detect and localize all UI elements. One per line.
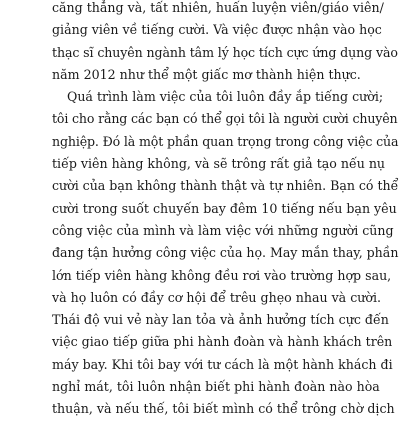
text-line: thuận, và nếu thế, tôi biết mình có thể trông chờ dịch <box>52 401 395 417</box>
body-text <box>52 0 398 421</box>
text-line: và họ luôn có đầy cơ hội để trêu ghẹo nhau và cười. <box>52 289 381 305</box>
text-line: máy bay. Khi tôi bay với tư cách là một hành khách đi <box>52 356 393 372</box>
text-line: công việc của mình và làm việc với những người cũng <box>52 222 394 238</box>
text-line: tiếp viên hàng không, và sẽ trông rất giả tạo nếu nụ <box>52 156 386 172</box>
text-line: năm 2012 như thể một giấc mơ thành hiện thực. <box>52 66 361 82</box>
text-line: căng thẳng và, tất nhiên, huấn luyện viên/giáo viên/ <box>52 0 384 15</box>
text-line: cười của bạn không thành thật và tự nhiên. Bạn có thể <box>52 178 399 194</box>
text-line: giảng viên về tiếng cười. Và việc được nhận vào học <box>52 22 382 38</box>
text-line: nghỉ mát, tôi luôn nhận biết phi hành đoàn nào hòa <box>52 379 380 395</box>
text-line: tôi cho rằng các bạn có thể gọi tôi là người cười chuyên <box>52 111 398 127</box>
paragraph-first-line: Quá trình làm việc của tôi luôn đầy ắp tiếng cười; <box>67 89 384 105</box>
text-line: đang tận hưởng công việc của họ. May mắn thay, phần <box>52 245 399 261</box>
text-line: nghiệp. Đó là một phần quan trọng trong công việc của <box>52 133 399 149</box>
text-line: lớn tiếp viên hàng không đều rơi vào trường hợp sau, <box>52 267 392 283</box>
text-line: thạc sĩ chuyên ngành tâm lý học tích cực ứng dụng vào <box>52 44 398 60</box>
text-line: Thái độ vui vẻ này lan tỏa và ảnh hưởng tích cực đến <box>52 312 389 328</box>
text-line: việc giao tiếp giữa phi hành đoàn và hành khách trên <box>52 334 393 350</box>
text-line: cười trong suốt chuyến bay đêm 10 tiếng nếu bạn yêu <box>52 200 397 216</box>
